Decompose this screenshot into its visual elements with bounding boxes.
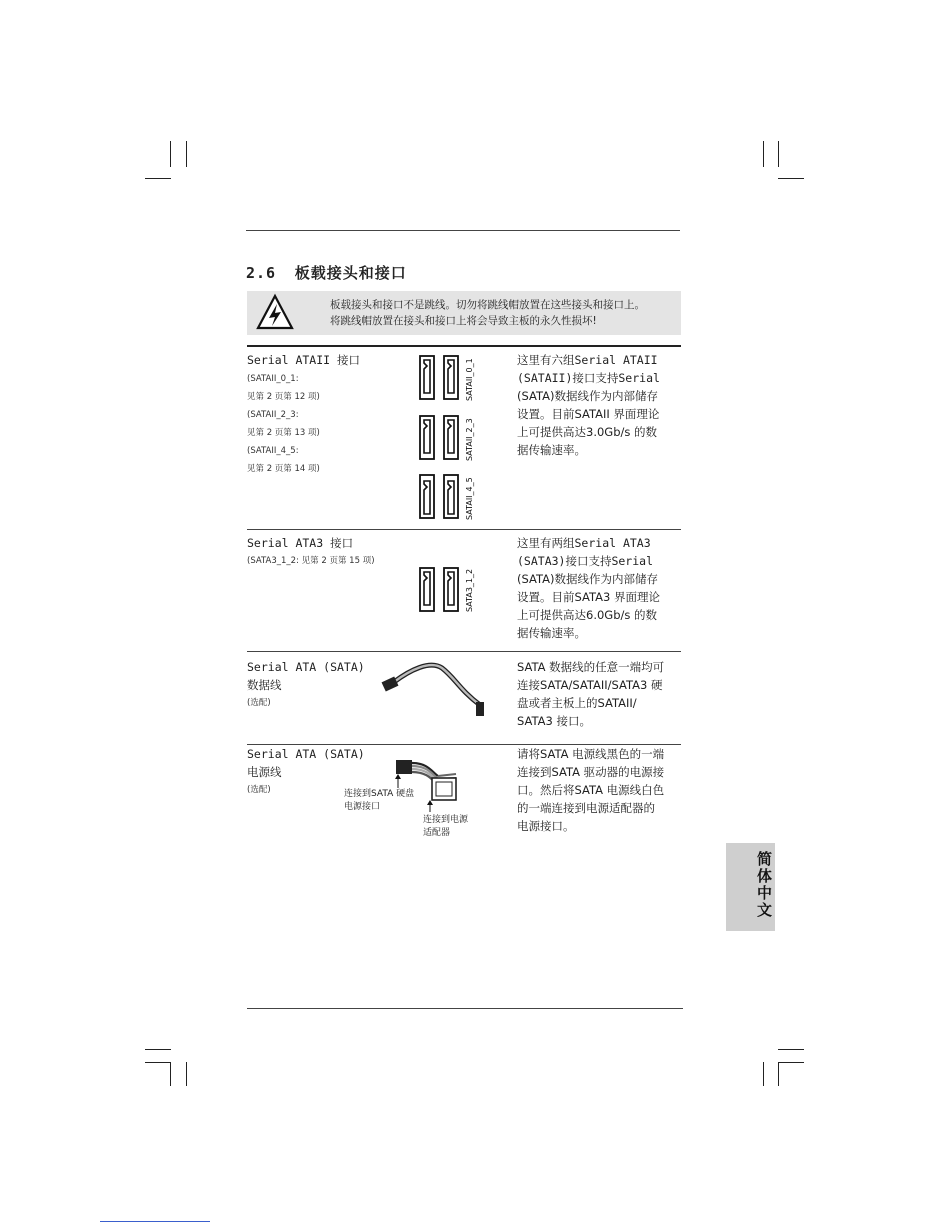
desc-line: (SATA)数据线作为内部储存 (517, 389, 658, 403)
desc-line: (SATA3)接口支持Serial (517, 554, 654, 568)
row-title-2: 电源线 (247, 765, 282, 779)
crop-mark (778, 178, 804, 179)
sata-port-pair-icon (418, 415, 462, 461)
desc-line: 电源接口。 (517, 819, 575, 833)
row-divider (247, 651, 681, 652)
warning-text (330, 297, 645, 329)
language-tab (726, 843, 775, 931)
note-line: (SATAII_0_1: (247, 374, 299, 384)
crop-mark (170, 1062, 171, 1086)
warning-line-2: 将跳线帽放置在接头和接口上将会导致主板的永久性损坏! (330, 315, 597, 327)
desc-line: 这里有六组Serial ATAII (517, 353, 658, 367)
section-number: 2.6 (246, 264, 277, 282)
section-title: 板载接头和接口 (294, 264, 407, 282)
crop-mark (145, 1062, 171, 1063)
desc-line: 据传输速率。 (517, 443, 586, 457)
note-line: (SATAII_4_5: (247, 446, 299, 456)
crop-mark (186, 1062, 187, 1086)
row-title: Serial ATA (SATA) (247, 660, 365, 674)
row-title: Serial ATA3 接口 (247, 536, 354, 550)
port-label: SATAII_0_1 (465, 358, 474, 401)
port-label: SATAII_4_5 (465, 477, 474, 520)
port-label: SATAII_2_3 (465, 418, 474, 461)
row-divider (247, 529, 681, 530)
desc-line: SATA 数据线的任意一端均可 (517, 660, 665, 674)
crop-mark (778, 141, 779, 167)
sata-port-pair-icon (418, 474, 462, 520)
desc-line: 连接SATA/SATAII/SATA3 硬 (517, 678, 663, 692)
callout-line: 电源接口 (344, 802, 381, 812)
desc-line: 设置。目前SATA3 界面理论 (517, 590, 660, 604)
crop-mark (763, 141, 764, 167)
desc-line: 口。然后将SATA 电源线白色 (517, 783, 665, 797)
note-line: 见第 2 页第 12 项) (247, 392, 320, 402)
warning-lightning-icon (255, 293, 295, 331)
header-rule (246, 230, 680, 231)
sata-port-pair-icon (418, 355, 462, 401)
desc-line: 请将SATA 电源线黑色的一端 (517, 747, 665, 761)
desc-line: 设置。目前SATAII 界面理论 (517, 407, 660, 421)
note-line: 见第 2 页第 13 项) (247, 428, 320, 438)
row-description (517, 658, 687, 730)
desc-line: 上可提供高达6.0Gb/s 的数 (517, 608, 658, 622)
language-tab-label: 简体中文 (755, 851, 773, 919)
sata-port-pair-icon (418, 567, 462, 613)
warning-line-1: 板载接头和接口不是跳线。切勿将跳线帽放置在这些接头和接口上。 (330, 299, 645, 311)
crop-mark (778, 1062, 804, 1063)
row-note: (SATA3_1_2: 见第 2 页第 15 项) (247, 556, 375, 566)
footer-rule (247, 1008, 683, 1009)
desc-line: 的一端连接到电源适配器的 (517, 801, 655, 815)
row-note: (选配) (247, 698, 271, 708)
callout-line: 连接到电源 (423, 815, 469, 825)
crop-mark (778, 1062, 779, 1086)
crop-mark (778, 1049, 804, 1050)
desc-line: 上可提供高达3.0Gb/s 的数 (517, 425, 658, 439)
table-top-rule (247, 345, 681, 347)
port-label: SATA3_1_2 (465, 568, 474, 612)
crop-mark (186, 141, 187, 167)
crop-mark (763, 1062, 764, 1086)
callout-power-adapter (423, 814, 468, 840)
row-title: Serial ATAII 接口 (247, 353, 361, 367)
row-title: Serial ATA (SATA) (247, 747, 365, 761)
crop-mark (145, 1049, 171, 1050)
crop-mark (145, 178, 171, 179)
desc-line: 这里有两组Serial ATA3 (517, 536, 651, 550)
row-description (517, 351, 687, 459)
note-line: 见第 2 页第 14 项) (247, 464, 320, 474)
desc-line: 盘或者主板上的SATAII/ (517, 696, 637, 710)
row-description (517, 745, 687, 835)
desc-line: SATA3 接口。 (517, 714, 591, 728)
desc-line: 连接到SATA 驱动器的电源接 (517, 765, 665, 779)
section-heading (246, 262, 407, 283)
row-description (517, 534, 687, 642)
callout-sata-drive (344, 788, 414, 814)
desc-line: (SATAII)接口支持Serial (517, 371, 660, 385)
sata-data-cable-illustration (380, 660, 490, 718)
row-title-2: 数据线 (247, 678, 282, 692)
callout-line: 适配器 (423, 828, 451, 838)
crop-mark (170, 141, 171, 167)
desc-line: (SATA)数据线作为内部储存 (517, 572, 658, 586)
bottom-link-underline (100, 1221, 210, 1222)
row-note: (选配) (247, 785, 271, 795)
note-line: (SATAII_2_3: (247, 410, 299, 420)
desc-line: 据传输速率。 (517, 626, 586, 640)
callout-line: 连接到SATA 硬盘 (344, 789, 415, 799)
row-notes (247, 370, 320, 478)
